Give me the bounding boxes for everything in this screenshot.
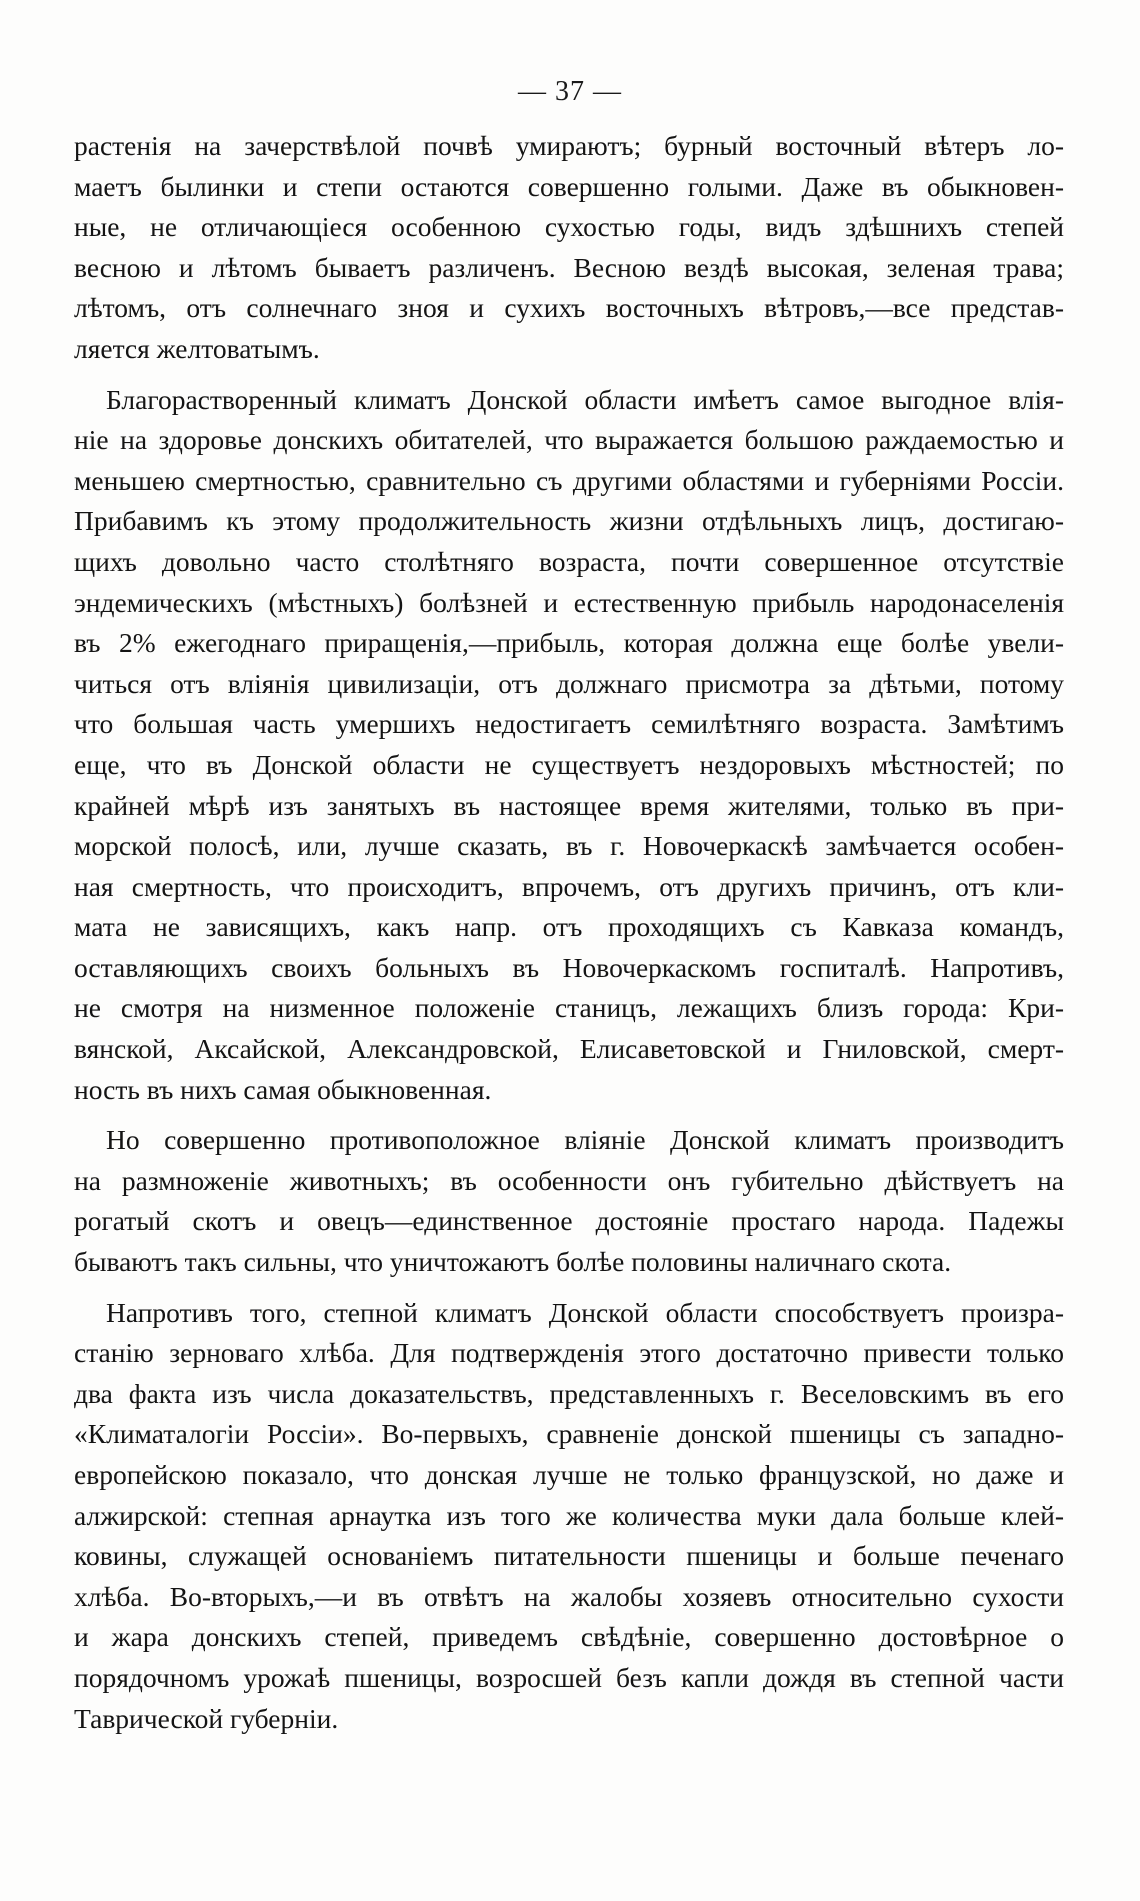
text-line: на размноженіе животныхъ; въ особенности онъ губительно дѣйствуетъ на (74, 1164, 1064, 1196)
text-line: два факта изъ числа доказательствъ, представленныхъ г. Веселовскимъ въ его (74, 1377, 1064, 1409)
text-line: лѣтомъ, отъ солнечнаго зноя и сухихъ восточныхъ вѣтровъ,—все представ- (74, 292, 1064, 324)
text-line: европейскою показало, что донская лучше не только французской, но даже и (74, 1459, 1064, 1490)
text-line: еще, что въ Донской области не существуетъ нездоровыхъ мѣстностей; по (74, 748, 1064, 780)
text-line: оставляющихъ своихъ больныхъ въ Новочеркаскомъ госпиталѣ. Напротивъ, (74, 951, 1064, 983)
text-line: маетъ былинки и степи остаются совершенно голыми. Даже въ обыкновен- (74, 170, 1064, 202)
text-line: хлѣба. Во-вторыхъ,—и въ отвѣтъ на жалобы хозяевъ относительно сухости (74, 1580, 1064, 1612)
text-line: щихъ довольно часто столѣтняго возраста, почти совершенное отсутствіе (74, 545, 1064, 577)
text-line: что большая часть умершихъ недостигаетъ семилѣтняго возраста. Замѣтимъ (74, 708, 1064, 740)
text-line: читься отъ вліянія цивилизаціи, отъ должнаго присмотра за дѣтьми, потому (74, 667, 1064, 699)
text-line: ляется желтоватымъ. (74, 332, 320, 364)
paragraph (74, 380, 1064, 1111)
text-line: ковины, служащей основаніемъ питательности пшеницы и больше печенаго (74, 1540, 1064, 1572)
text-line: растенія на зачерствѣлой почвѣ умираютъ; бурный восточный вѣтеръ ло- (74, 130, 1064, 161)
text-line: въ 2% ежегоднаго приращенія,—прибыль, которая должна еще болѣе увели- (74, 627, 1064, 659)
paragraph (74, 126, 1064, 370)
text-line: Благорастворенный климатъ Донской области имѣетъ самое выгодное влія- (106, 383, 1064, 415)
text-line: вянской, Аксайской, Александровской, Елисаветовской и Гниловской, смерт- (74, 1033, 1064, 1065)
text-line: не смотря на низменное положеніе станицъ, лежащихъ близъ города: Кри- (74, 992, 1064, 1024)
text-line: Напротивъ того, степной климатъ Донской области способствуетъ произра- (106, 1296, 1064, 1328)
text-line: меньшею смертностью, сравнительно съ другими областями и губерніями Россіи. (74, 464, 1064, 496)
text-line: морской полосѣ, или, лучше сказать, въ г. Новочеркаскѣ замѣчается особен- (74, 830, 1064, 862)
text-line: Таврической губерніи. (74, 1702, 339, 1734)
body-text (74, 126, 1064, 1739)
text-line: бываютъ такъ сильны, что уничтожаютъ болѣе половины наличнаго скота. (74, 1246, 952, 1278)
text-line: станію зерноваго хлѣба. Для подтвержденія этого достаточно привести только (74, 1337, 1064, 1369)
text-line: ные, не отличающіеся особенною сухостью годы, видъ здѣшнихъ степей (74, 211, 1064, 243)
text-line: Но совершенно противоположное вліяніе Донской климатъ производитъ (106, 1124, 1064, 1156)
paragraph (74, 1120, 1064, 1282)
text-line: и жара донскихъ степей, приведемъ свѣдѣніе, совершенно достовѣрное о (74, 1621, 1064, 1653)
text-line: эндемическихъ (мѣстныхъ) болѣзней и естественную прибыль народонаселенія (74, 586, 1064, 618)
page-number: — 37 — (518, 76, 622, 107)
text-line: ная смертность, что происходитъ, впрочемъ, отъ другихъ причинъ, отъ кли- (74, 870, 1064, 902)
text-line: алжирской: степная арнаутка изъ того же количества муки дала больше клей- (74, 1499, 1064, 1531)
text-line: «Климаталогіи Россіи». Во-первыхъ, сравненіе донской пшеницы съ западно- (74, 1418, 1064, 1450)
text-line: рогатый скотъ и овецъ—единственное достояніе простаго народа. Падежы (74, 1205, 1064, 1237)
text-line: мата не зависящихъ, какъ напр. отъ проходящихъ съ Кавказа командъ, (74, 911, 1064, 943)
text-line: крайней мѣрѣ изъ занятыхъ въ настоящее время жителями, только въ при- (74, 789, 1064, 821)
text-line: ніе на здоровье донскихъ обитателей, что выражается большою раждаемостью и (74, 424, 1064, 456)
text-line: ность въ нихъ самая обыкновенная. (74, 1073, 492, 1105)
text-line: Прибавимъ къ этому продолжительность жизни отдѣльныхъ лицъ, достигаю- (74, 505, 1064, 537)
text-line: весною и лѣтомъ бываетъ различенъ. Весною вездѣ высокая, зеленая трава; (74, 251, 1064, 283)
text-line: порядочномъ урожаѣ пшеницы, возросшей безъ капли дождя въ степной части (74, 1661, 1064, 1693)
paragraph (74, 1293, 1064, 1740)
